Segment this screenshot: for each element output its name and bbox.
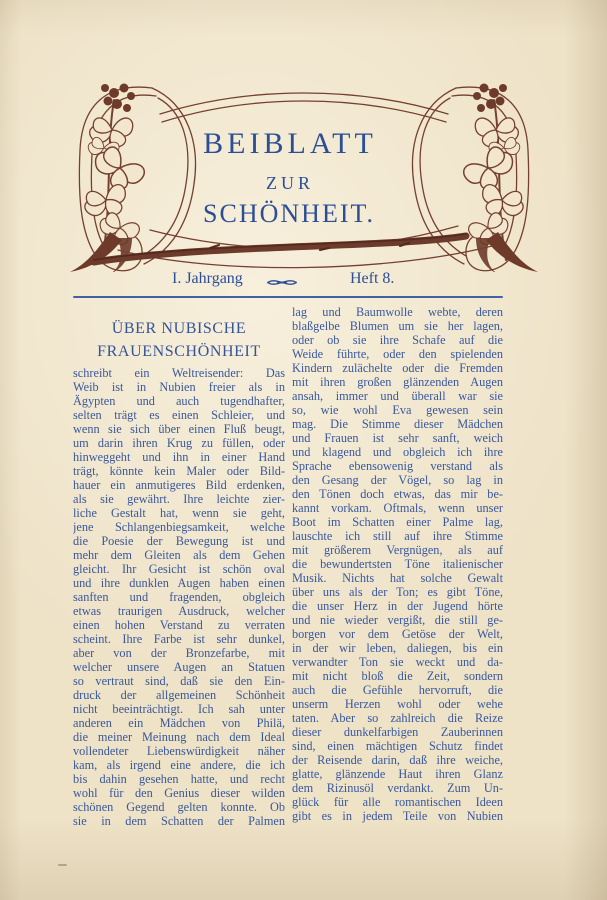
text-line: jene Schlangenbiegsamkeit, welche — [73, 520, 285, 534]
text-line: in der wir leben, daliegen, bis ein — [292, 641, 503, 655]
text-line: den Gesang der Vögel, so lag in — [292, 473, 503, 487]
text-line: unserm Herzen wohl oder wehe — [292, 697, 503, 711]
text-line: hinweggeht und ihn in einer Hand — [73, 450, 285, 464]
text-line: sanften und fragenden, obgleich — [73, 590, 285, 604]
text-line: wohl für den Genius dieser wilden — [73, 786, 285, 800]
text-line: Ägypten und auch tugendhafter, — [73, 394, 285, 408]
text-line: einen hohen Verstand zu verraten — [73, 618, 285, 632]
text-line: und klagend und obgleich ich ihre — [292, 445, 503, 459]
text-line: über uns als der Ton; es gibt Töne, — [292, 585, 503, 599]
text-line: selten trägt es einen Schleier, und — [73, 408, 285, 422]
text-line: nicht beeinträchtigt. Ich sah unter — [73, 702, 285, 716]
text-line: Boot im Schatten einer Palme lag, — [292, 515, 503, 529]
text-line: mit ihren großen glänzenden Augen — [292, 375, 503, 389]
right-column — [292, 305, 503, 823]
text-line: trägt, könnte kein Maler oder Bild- — [73, 464, 285, 478]
text-line: kannt vorkam. Oftmals, wenn unser — [292, 501, 503, 515]
magazine-title-line1: BEIBLATT — [203, 127, 377, 160]
text-line: liche Gestalt hat, wenn sie geht, — [73, 506, 285, 520]
text-line: Kindern zulächelte oder die Fremden — [292, 361, 503, 375]
text-line: schönen Gegend gelten konnte. Ob — [73, 800, 285, 814]
text-line: etwas traurigen Ausdruck, welcher — [73, 604, 285, 618]
issue-label: Heft 8. — [350, 270, 395, 287]
text-line: welcher unsere Augen an Statuen — [73, 660, 285, 674]
right-column-text — [292, 305, 503, 823]
header-rule — [73, 296, 503, 298]
text-line: anderen ein Mädchen von Philä, — [73, 716, 285, 730]
left-column-text — [73, 366, 285, 828]
text-line: mit nicht bloß die Zeit, sondern — [292, 669, 503, 683]
text-line: Musik. Nichts hat solche Gewalt — [292, 571, 503, 585]
text-line: gleicht. Ihr Gesicht ist schön oval — [73, 562, 285, 576]
text-line: scheint. Ihre Farbe ist sehr dunkel, — [73, 632, 285, 646]
text-line: oder ob sie ihre Schafe auf die — [292, 333, 503, 347]
text-line: und nie wieder vergißt, die still ge- — [292, 613, 503, 627]
left-column — [73, 317, 285, 828]
text-line: und Frauen ist sehr sanft, weich — [292, 431, 503, 445]
flourish-divider-icon — [266, 276, 298, 289]
text-line: dem Rizinusöl verdankt. Zum Un- — [292, 781, 503, 795]
text-line: taten. Aber so zahlreich die Reize — [292, 711, 503, 725]
text-line: gibt es in jedem Teile von Nubien — [292, 809, 503, 823]
text-line: verwandter Ton sie weckt und da- — [292, 655, 503, 669]
text-line: den Tönen doch etwas, das mir be- — [292, 487, 503, 501]
text-line: aber von der Bronzefarbe, mit — [73, 646, 285, 660]
text-line: so vertraut sind, daß sie den Ein- — [73, 674, 285, 688]
article-heading-line1: ÜBER NUBISCHE — [111, 320, 247, 337]
text-line: die bewundertsten Töne italienischer — [292, 557, 503, 571]
text-line: druck der allgemeinen Schönheit — [73, 688, 285, 702]
volume-label: I. Jahrgang — [172, 270, 243, 287]
text-line: sind, einen mächtigen Schutz findet — [292, 739, 503, 753]
text-line: ansah, immer und überall war sie — [292, 389, 503, 403]
text-line: Weib ist in Nubien freier als in — [73, 380, 285, 394]
text-line: wenn sie sich über einen Fluß beugt, — [73, 422, 285, 436]
text-line: blaßgelbe Blumen um sie her lagen, — [292, 319, 503, 333]
text-line: vollendeter Liebenswürdigkeit näher — [73, 744, 285, 758]
text-line: borgen vor dem Getöse der Welt, — [292, 627, 503, 641]
text-line: die unser Herz in der Jugend hörte — [292, 599, 503, 613]
text-line: mit größerem Vergnügen, als auf — [292, 543, 503, 557]
text-line: der Reisende darin, daß ihre weiche, — [292, 753, 503, 767]
text-line: lag und Baumwolle webte, deren — [292, 305, 503, 319]
magazine-title-line2: ZUR — [266, 173, 314, 193]
text-line: die Poesie der Bewegung ist und — [73, 534, 285, 548]
article-heading-line2: FRAUENSCHÖNHEIT — [97, 343, 261, 360]
magazine-title-line3: SCHÖNHEIT. — [203, 199, 375, 228]
text-line: hauer ein anmutigeres Bild erdenken, — [73, 478, 285, 492]
text-line: so, wie wohl Eva gewesen sein — [292, 403, 503, 417]
text-line: Sprache ebensowenig verstand als — [292, 459, 503, 473]
text-line: glück für alle romantischen Ideen — [292, 795, 503, 809]
text-line: schreibt ein Weltreisender: Das — [73, 366, 285, 380]
text-line: um darin ihren Krug zu füllen, oder — [73, 436, 285, 450]
text-line: als sie gewährt. Ihre leichte zier- — [73, 492, 285, 506]
scan-speck — [58, 864, 67, 866]
text-line: sie in dem Schatten der Palmen — [73, 814, 285, 828]
text-line: mehr dem Gleiten als dem Gehen — [73, 548, 285, 562]
text-line: lauschte ich still auf ihre Stimme — [292, 529, 503, 543]
text-line: kam, als irgend eine andere, die ich — [73, 758, 285, 772]
text-line: die meiner Meinung nach dem Ideal — [73, 730, 285, 744]
text-line: und ihre dunklen Augen haben einen — [73, 576, 285, 590]
text-line: glatte, glänzende Haut ihren Glanz — [292, 767, 503, 781]
text-line: auch die Gefühle hervorruft, die — [292, 683, 503, 697]
text-line: dieser dunkelfarbigen Zauberinnen — [292, 725, 503, 739]
text-line: mag. Die Stimme dieser Mädchen — [292, 417, 503, 431]
text-line: Weide führte, oder den spielenden — [292, 347, 503, 361]
text-line: bis dahin gesehen hatte, und recht — [73, 772, 285, 786]
